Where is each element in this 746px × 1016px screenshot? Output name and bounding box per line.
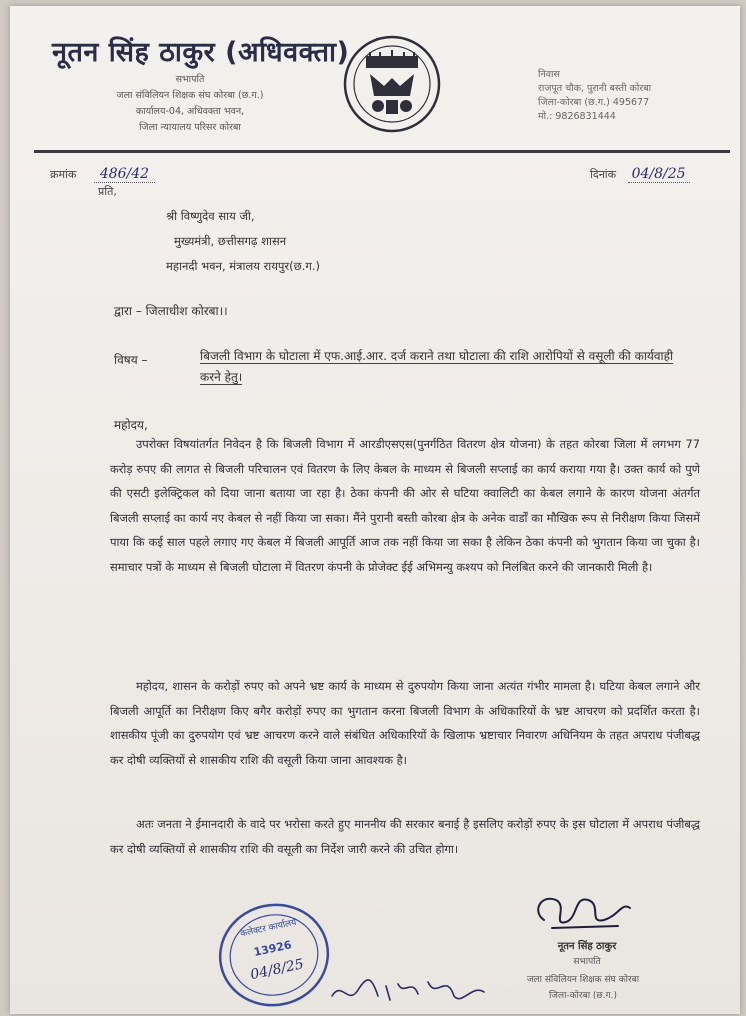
body-paragraph: अतः जनता ने ईमानदारी के वादे पर भरोसा करते हुए माननीय की सरकार बनाई है इसलिए करोड़ों रुपए के इस घोटाला में अपराध पंजीबद्ध कर दोषी व्यक्तियों से शासकीय राशि की वसूली का निर्देश जारी करने की उचित होगा। bbox=[110, 817, 700, 856]
letterhead-divider bbox=[34, 150, 730, 153]
letterhead-name: नूतन सिंह ठाकुर (अधिवक्ता) bbox=[52, 37, 350, 68]
letter-sheet bbox=[10, 6, 740, 1014]
subject-text bbox=[200, 346, 695, 388]
via-line: द्वारा – जिलाधीश कोरबा।। bbox=[114, 304, 228, 318]
recipient-line: महानदी भवन, मंत्रालय रायपुर(छ.ग.) bbox=[166, 259, 320, 273]
reference-number: 486/42 bbox=[94, 166, 155, 183]
to-label: प्रति, bbox=[98, 185, 117, 198]
letterhead-left-line: जला संविलियन शिक्षक संघ कोरबा (छ.ग.) bbox=[116, 90, 264, 101]
letterhead-left-line: सभापति bbox=[175, 74, 205, 85]
letterhead-right-line: निवास bbox=[538, 69, 560, 80]
receipt-stamp bbox=[214, 900, 334, 1010]
recipient-address bbox=[166, 204, 320, 279]
signatory-place-line: जला संविलियन शिक्षक संघ कोरबा bbox=[526, 975, 640, 985]
reference-field bbox=[50, 166, 155, 182]
signatory-place bbox=[498, 972, 668, 1004]
signatory-place-line: जिला-कोरबा (छ.ग.) bbox=[548, 991, 618, 1001]
date-field bbox=[590, 166, 690, 182]
date-label: दिनांक bbox=[590, 168, 617, 181]
letterhead-left-block bbox=[70, 72, 310, 136]
stamp-date: 04/8/25 bbox=[249, 956, 306, 984]
subject-label: विषय – bbox=[114, 353, 148, 367]
handwritten-note-scribble bbox=[328, 966, 488, 1010]
letterhead-left-line: जिला न्यायालय परिसर कोरबा bbox=[139, 122, 241, 133]
stamp-number: 13926 bbox=[252, 938, 293, 959]
letterhead-right-block bbox=[538, 68, 728, 124]
letterhead-right-line: मो.: 9826831444 bbox=[538, 111, 616, 122]
reference-label: क्रमांक bbox=[50, 168, 77, 181]
stamp-label: कलेक्टर कार्यालय bbox=[239, 917, 298, 940]
emblem-seal-icon bbox=[340, 34, 444, 134]
letterhead-left-line: कार्यालय-04, अधिवक्ता भवन, bbox=[135, 106, 245, 117]
subject-underlined-text: बिजली विभाग के घोटाला में एफ.आई.आर. दर्ज कराने तथा घोटाला की राशि आरोपियों से वसूली की कार्यवाही करने हेतु। bbox=[200, 349, 674, 384]
body-paragraph: उपरोक्त विषयांतर्गत निवेदन है कि बिजली विभाग में आरडीएसएस(पुनर्गठित वितरण क्षेत्र योजना) के तहत कोरबा जिला में लगभग 77 करोड़ रुपए की लागत से बिजली परिचालन एवं वितरण के लिए केबल के माध्यम से बिजली सप्लाई का कार्य कराया गया है। उक्त कार्य को पुणे की एसटी इलेक्ट्रिकल को दिया जाना बताया जा रहा है। ठेका कंपनी की ओर से घटिया क्वालिटी का केबल लगाने के कारण योजना अंतर्गत बिजली सप्लाई का कार्य नए केबल से नहीं किया जा सका। मैंने पुरानी बस्ती कोरबा क्षेत्र के अनेक वार्डों का मौखिक रूप से निरीक्षण किया जिसमें पाया कि कई साल पहले लगाए गए केबल में बिजली आपूर्ति आज तक नहीं किया जा सका है लेकिन ठेका कंपनी को भुगतान किया जा चुका है। समाचार पत्रों के माध्यम से बिजली घोटाला में वितरण कंपनी के प्रोजेक्ट ईई अभिमन्यु कश्यप को निलंबित करने की जानकारी मिली है। bbox=[110, 437, 700, 574]
signatory-role: सभापति bbox=[573, 957, 601, 967]
date-value: 04/8/25 bbox=[628, 166, 690, 183]
recipient-line: श्री विष्णुदेव साय जी, bbox=[166, 209, 255, 223]
letterhead-right-line: राजपूत चौक, पुरानी बस्ती कोरबा bbox=[538, 83, 652, 94]
letterhead-right-line: जिला-कोरबा (छ.ग.) 495677 bbox=[538, 97, 650, 108]
recipient-line: मुख्यमंत्री, छत्तीसगढ़ शासन bbox=[174, 234, 287, 248]
signature-mark bbox=[522, 882, 642, 936]
signatory-name: नूतन सिंह ठाकुर bbox=[557, 941, 617, 952]
salutation: महोदय, bbox=[114, 418, 148, 432]
body-paragraph: महोदय, शासन के करोड़ों रुपए को अपने भ्रष्ट कार्य के माध्यम से दुरुपयोग किया जाना अत्यंत गंभीर मामला है। घटिया केबल लगाने और बिजली आपूर्ति का निरीक्षण किए बगैर करोड़ों रुपए का भुगतान करना बिजली विभाग के अधिकारियों के भ्रष्ट आचरण को प्रदर्शित करता है। शासकीय पूंजी का दुरुपयोग एवं भ्रष्ट आचरण करने वाले संबंधित अधिकारियों के खिलाफ भ्रष्टाचार निवारण अधिनियम के तहत अपराध पंजीबद्ध कर दोषी व्यक्तियों से शासकीय राशि की वसूली किया जाना आवश्यक है। bbox=[110, 679, 700, 767]
